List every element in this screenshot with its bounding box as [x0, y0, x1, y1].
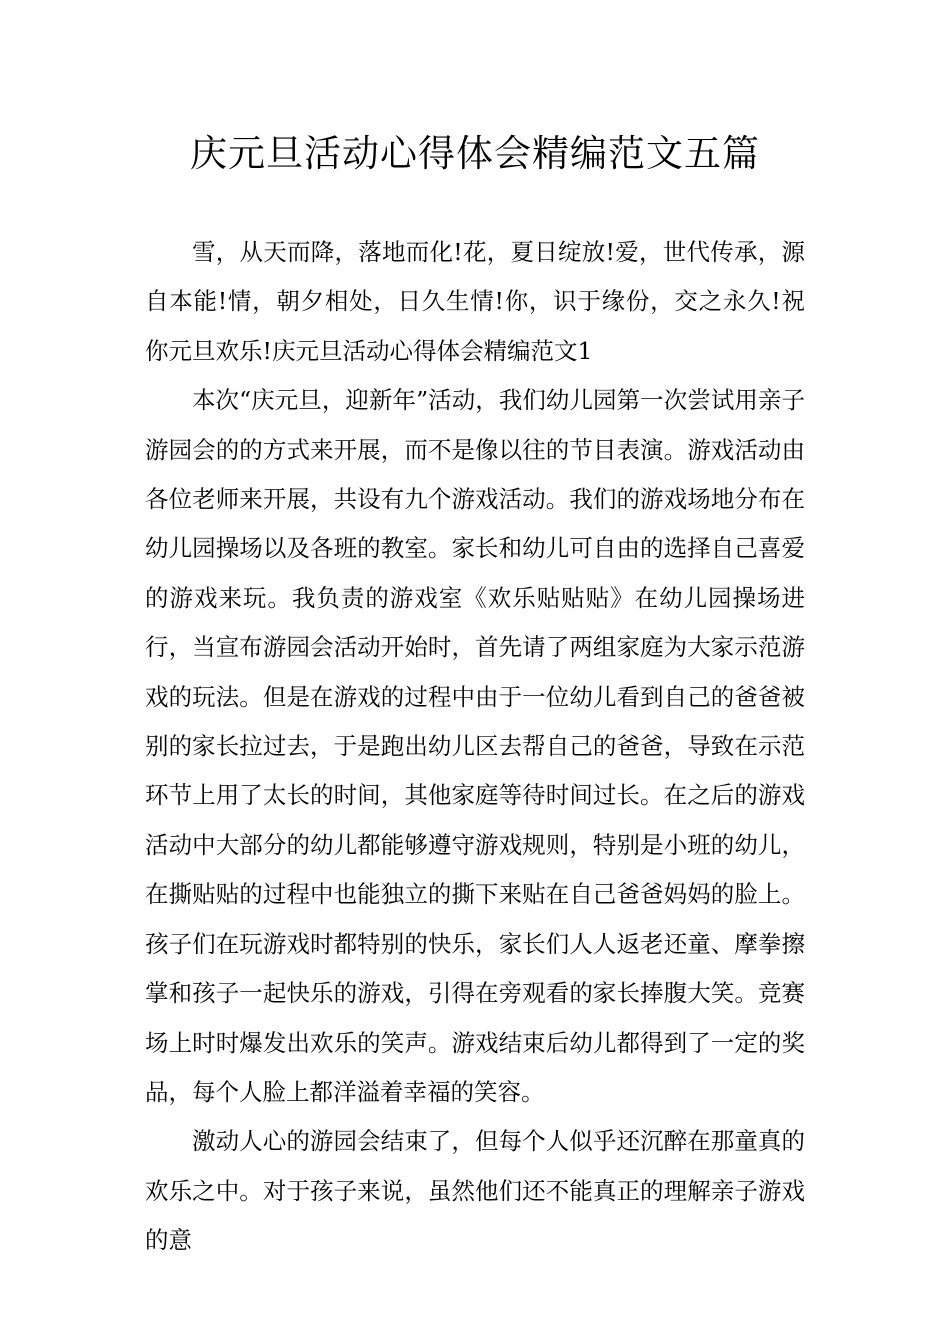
document-title: 庆元旦活动心得体会精编范文五篇	[190, 132, 760, 175]
paragraph-1: 雪，从天而降，落地而化!花，夏日绽放!爱，世代传承，源自本能!情，朝夕相处，日久生情!你，识于缘份，交之永久!祝你元旦欢乐!庆元旦活动心得体会精编范文1	[145, 238, 805, 365]
paragraph-3: 激动人心的游园会结束了，但每个人似乎还沉醉在那童真的欢乐之中。对于孩子来说，虽然他们还不能真正的理解亲子游戏的意	[145, 1127, 805, 1255]
paragraph-2: 本次“庆元旦，迎新年”活动，我们幼儿园第一次尝试用亲子游园会的的方式来开展，而不是像以往的节目表演。游戏活动由各位老师来开展，共设有九个游戏活动。我们的游戏场地分布在幼儿园操场以及各班的教室。家长和幼儿可自由的选择自己喜爱的游戏来玩。我负责的游戏室《欢乐贴贴贴》在幼儿园操场进行，当宣布游园会活动开始时，首先请了两组家庭为大家示范游戏的玩法。但是在游戏的过程中由于一位幼儿看到自己的爸爸被别的家长拉过去，于是跑出幼儿区去帮自己的爸爸，导致在示范环节上用了太长的时间，其他家庭等待时间过长。在之后的游戏活动中大部分的幼儿都能够遵守游戏规则，特别是小班的幼儿，在撕贴贴的过程中也能独立的撕下来贴在自己爸爸妈妈的脸上。孩子们在玩游戏时都特别的快乐，家长们人人返老还童、摩拳擦掌和孩子一起快乐的游戏，引得在旁观看的家长捧腹大笑。竞赛场上时时爆发出欢乐的笑声。游戏结束后幼儿都得到了一定的奖品，每个人脸上都洋溢着幸福的笑容。	[145, 386, 805, 1106]
document-body	[145, 228, 805, 1266]
